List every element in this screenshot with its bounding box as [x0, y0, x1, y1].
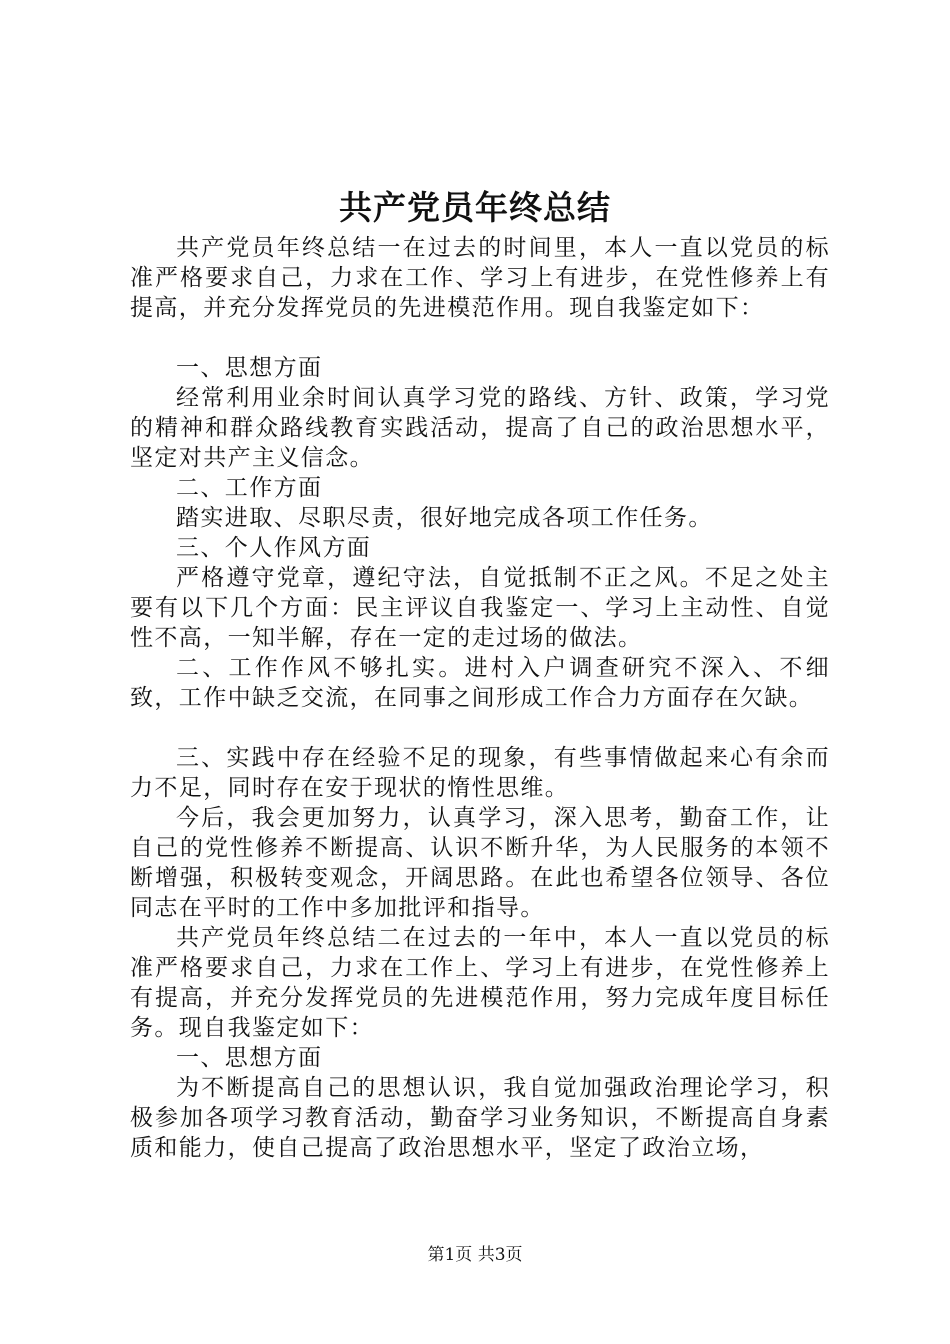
- heading-thought-2: 一、思想方面: [176, 1045, 323, 1071]
- paragraph-intro-1: 共产党员年终总结一在过去的时间里，本人一直以党员的标准严格要求自己，力求在工作、学习上有进步，在党性修养上有提高，并充分发挥党员的先进模范作用。现自我鉴定如下：: [130, 235, 830, 321]
- document-body: [130, 233, 830, 1163]
- heading-style: 三、个人作风方面: [176, 535, 372, 561]
- heading-work: 二、工作方面: [176, 475, 323, 501]
- paragraph-future: 今后，我会更加努力，认真学习，深入思考，勤奋工作，让自己的党性修养不断提高、认识不断升华，为人民服务的本领不断增强，积极转变观念，开阔思路。在此也希望各位领导、各位同志在平时的工作中多加批评和指导。: [130, 805, 830, 921]
- paragraph-work: 踏实进取、尽职尽责，很好地完成各项工作任务。: [176, 505, 713, 531]
- paragraph-intro-2: 共产党员年终总结二在过去的一年中，本人一直以党员的标准严格要求自己，力求在工作上、学习上有进步，在党性修养上有提高，并充分发挥党员的先进模范作用，努力完成年度目标任务。现自我鉴定如下：: [130, 925, 830, 1041]
- heading-thought-1: 一、思想方面: [176, 355, 323, 381]
- page-footer: 第1页 共3页: [427, 1245, 523, 1265]
- paragraph-shortcoming-3: 三、实践中存在经验不足的现象，有些事情做起来心有余而力不足，同时存在安于现状的惰性思维。: [130, 745, 830, 801]
- paragraph-thought-2: 为不断提高自己的思想认识，我自觉加强政治理论学习，积极参加各项学习教育活动，勤奋学习业务知识，不断提高自身素质和能力，使自己提高了政治思想水平，坚定了政治立场，: [130, 1075, 830, 1161]
- document-title: 共产党员年终总结: [339, 188, 611, 227]
- paragraph-shortcoming-2: 二、工作作风不够扎实。进村入户调查研究不深入、不细致，工作中缺乏交流，在同事之间形成工作合力方面存在欠缺。: [130, 655, 830, 711]
- paragraph-style: 严格遵守党章，遵纪守法，自觉抵制不正之风。不足之处主要有以下几个方面：民主评议自我鉴定一、学习上主动性、自觉性不高，一知半解，存在一定的走过场的做法。: [130, 565, 830, 651]
- paragraph-thought-1: 经常利用业余时间认真学习党的路线、方针、政策，学习党的精神和群众路线教育实践活动，提高了自己的政治思想水平，坚定对共产主义信念。: [130, 385, 830, 471]
